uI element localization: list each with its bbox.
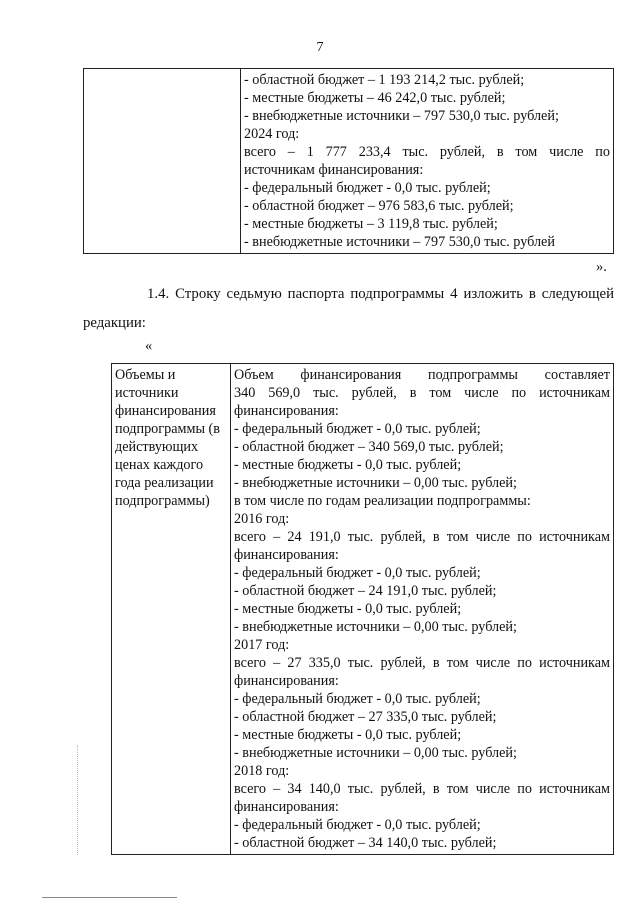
top-table-left-cell	[84, 69, 241, 254]
text-line: финансирования:	[234, 799, 339, 815]
year-heading: 2018 год:	[234, 763, 290, 779]
text-line: - областной бюджет – 27 335,0 тыс. рублей;	[234, 709, 497, 725]
text-line: - областной бюджет – 34 140,0 тыс. рублей;	[234, 835, 497, 851]
text-line: - внебюджетные источники – 0,00 тыс. рублей;	[234, 475, 517, 491]
text-line: - областной бюджет – 340 569,0 тыс. рублей;	[234, 439, 504, 455]
text-line: - федеральный бюджет - 0,0 тыс. рублей;	[234, 691, 481, 707]
page-number: 7	[316, 40, 324, 55]
year-heading: 2016 год:	[234, 511, 290, 527]
text-line: - местные бюджеты - 0,0 тыс. рублей;	[234, 727, 462, 743]
text-line: - местные бюджеты - 0,0 тыс. рублей;	[234, 601, 462, 617]
text-line: источникам финансирования:	[244, 162, 424, 178]
text-line: - внебюджетные источники – 797 530,0 тыс. рублей	[244, 234, 555, 250]
text-line: - внебюджетные источники – 0,00 тыс. рублей;	[234, 619, 517, 635]
top-table-right-cell	[241, 69, 614, 254]
text-line: всего – 1 777 233,4 тыс. рублей, в том числе по	[244, 144, 610, 160]
label-line: действующих	[115, 439, 199, 455]
text-line: Объем финансирования подпрограммы составляет	[234, 367, 610, 383]
year-heading: 2017 год:	[234, 637, 290, 653]
text-line: - областной бюджет – 1 193 214,2 тыс. рублей;	[244, 72, 525, 88]
scan-margin-artifact	[77, 745, 80, 855]
text-line: финансирования:	[234, 403, 339, 419]
text-line: - областной бюджет – 976 583,6 тыс. рублей;	[244, 198, 514, 214]
text-line: - местные бюджеты – 46 242,0 тыс. рублей;	[244, 90, 506, 106]
text-line: - местные бюджеты – 3 119,8 тыс. рублей;	[244, 216, 498, 232]
amendment-paragraph-line1: 1.4. Строку седьмую паспорта подпрограммы 4 изложить в следующей	[147, 286, 614, 302]
label-line: Объемы и	[115, 367, 176, 383]
text-line: финансирования:	[234, 547, 339, 563]
text-line: - внебюджетные источники – 797 530,0 тыс. рублей;	[244, 108, 559, 124]
label-line: источники	[115, 385, 179, 401]
text-line: всего – 24 191,0 тыс. рублей, в том числе по источникам	[234, 529, 610, 545]
text-line: - областной бюджет – 24 191,0 тыс. рублей;	[234, 583, 497, 599]
text-line: - федеральный бюджет - 0,0 тыс. рублей;	[234, 565, 481, 581]
amendment-paragraph-line2: редакции:	[83, 315, 146, 331]
label-line: подпрограммы)	[115, 493, 210, 509]
opening-quote: «	[145, 338, 153, 354]
label-line: года реализации	[115, 475, 214, 491]
text-line: - федеральный бюджет - 0,0 тыс. рублей;	[234, 421, 481, 437]
footer-rule	[42, 897, 177, 898]
funding-label-cell	[112, 364, 231, 855]
top-budget-table	[83, 68, 614, 254]
label-line: ценах каждого	[115, 457, 204, 473]
text-line: всего – 27 335,0 тыс. рублей, в том числе по источникам	[234, 655, 610, 671]
text-line: - внебюджетные источники – 0,00 тыс. рублей;	[234, 745, 517, 761]
closing-quote: ».	[596, 259, 607, 275]
text-line: 340 569,0 тыс. рублей, в том числе по источникам	[234, 385, 610, 401]
label-line: финансирования	[115, 403, 216, 419]
year-heading: 2024 год:	[244, 126, 300, 142]
label-line: подпрограммы (в	[115, 421, 220, 437]
text-line: - местные бюджеты - 0,0 тыс. рублей;	[234, 457, 462, 473]
subprogram-funding-table	[111, 363, 614, 855]
funding-details-cell	[231, 364, 614, 855]
text-line: - федеральный бюджет - 0,0 тыс. рублей;	[244, 180, 491, 196]
text-line: финансирования:	[234, 673, 339, 689]
text-line: в том числе по годам реализации подпрограммы:	[234, 493, 531, 509]
text-line: - федеральный бюджет - 0,0 тыс. рублей;	[234, 817, 481, 833]
text-line: всего – 34 140,0 тыс. рублей, в том числе по источникам	[234, 781, 610, 797]
